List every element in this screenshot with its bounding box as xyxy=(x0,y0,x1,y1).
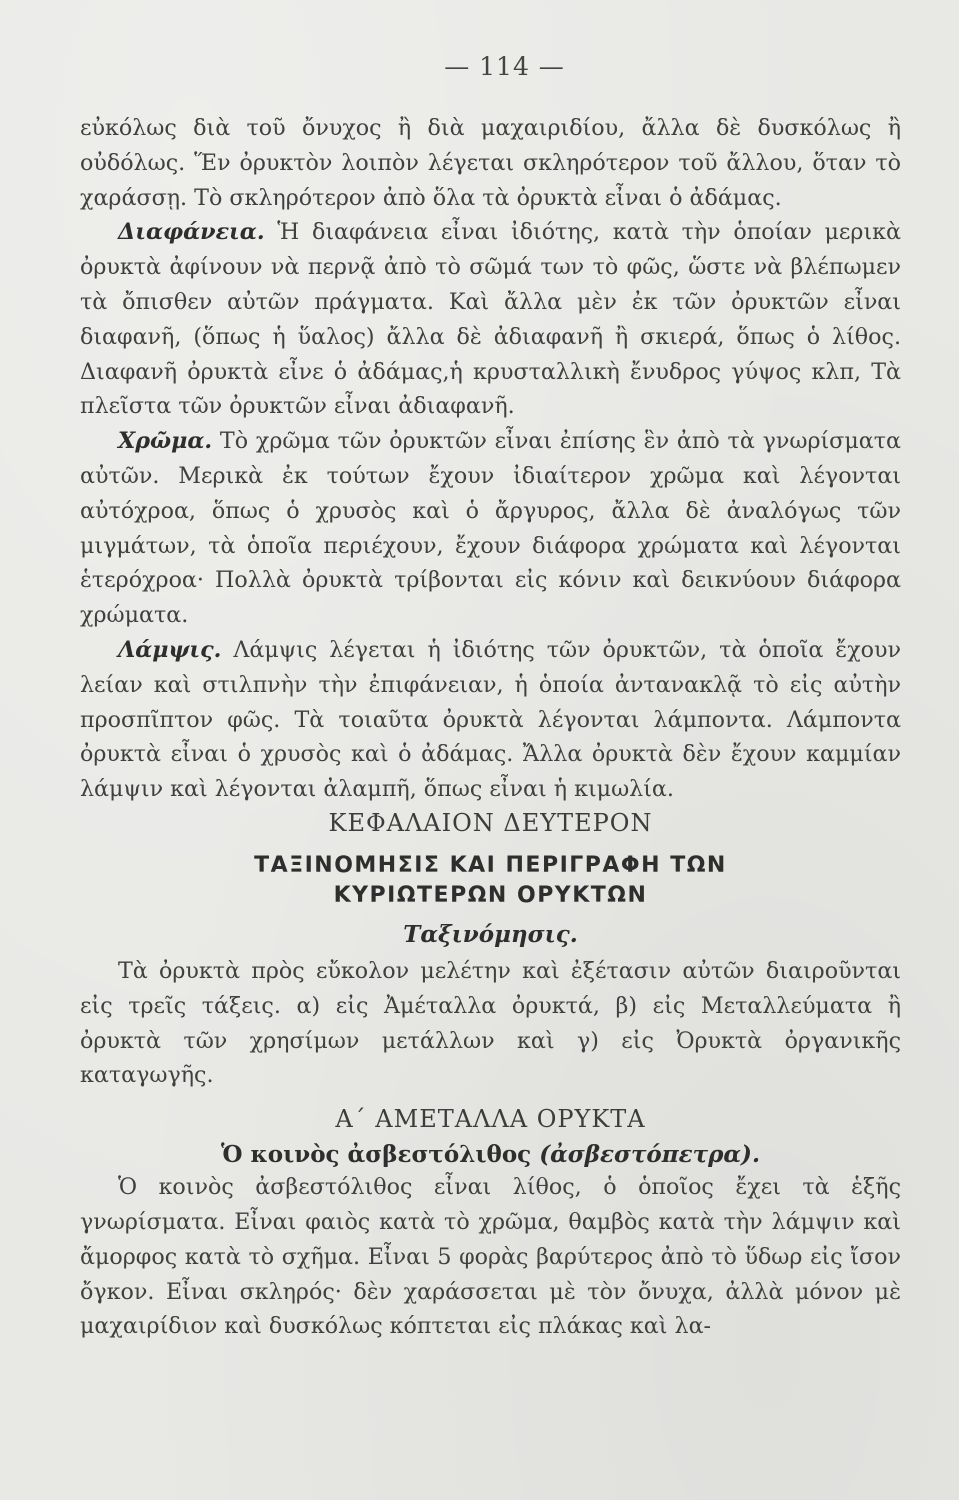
paragraph-luster xyxy=(80,633,901,807)
paragraph-text: Ὁ κοινὸς ἀσβεστόλιθος εἶναι λίθος, ὁ ὁποῖος ἔχει τὰ ἑξῆς γνωρίσματα. Εἶναι φαιὸς κατὰ τὸ χρῶμα, θαμβὸς κατὰ τὴν λάμψιν καὶ ἄμορφος κατὰ τὸ σχῆμα. Εἶναι 5 φορὰς βαρύτερος ἀπὸ τὸ ὕδωρ εἰς ἴσον ὄγκον. Εἶναι σκληρός· δὲν χαράσσεται μὲ τὸν ὄνυχα, ἀλλὰ μόνον μὲ μαχαιρίδιον καὶ δυσκόλως κόπτεται εἰς πλάκας καὶ λα- xyxy=(80,1174,901,1340)
chapter-title: ΚΕΦΑΛΑΙΟΝ ΔΕΥΤΕΡΟΝ xyxy=(328,808,653,837)
subsection-heading-paren: (ἀσβεστόπετρα). xyxy=(539,1141,760,1169)
subsection-heading-main: Ὁ κοινὸς ἀσβεστόλιθος xyxy=(221,1141,532,1169)
paragraph-hardness-continued xyxy=(80,111,901,215)
paragraph-text: Τὸ χρῶμα τῶν ὀρυκτῶν εἶναι ἐπίσης ἓν ἀπὸ τὰ γνωρίσματα αὐτῶν. Μερικὰ ἐκ τούτων ἔχουν ἰδιαίτερον χρῶμα καὶ λέγονται αὐτόχροα, ὅπως ὁ χρυσὸς καὶ ὁ ἄργυρος, ἄλλα δὲ ἀναλόγως τῶν μιγμάτων, τὰ ὁποῖα περιέχουν, ἔχουν διάφορα χρώματα καὶ λέγονται ἑτερόχροα· Πολλὰ ὀρυκτὰ τρίβονται εἰς κόνιν καὶ δεικνύουν διάφορα χρώματα. xyxy=(80,428,901,629)
paragraph-text: Τὰ ὀρυκτὰ πρὸς εὔκολον μελέτην καὶ ἐξέτασιν αὐτῶν διαιροῦνται εἰς τρεῖς τάξεις. α) εἰς Ἀμέταλλα ὀρυκτά, β) εἰς Μεταλλεύματα ἢ ὀρυκτὰ τῶν χρησίμων μετάλλων καὶ γ) εἰς Ὀρυκτὰ ὀργανικῆς καταγωγῆς. xyxy=(80,957,901,1089)
chapter-subtitle xyxy=(80,851,901,911)
section-heading-classification: Ταξινόμησις. xyxy=(403,920,578,948)
chapter-subtitle-line-1: ΤΑΞΙΝΟΜΗΣΙΣ ΚΑΙ ΠΕΡΙΓΡΑΦΗ ΤΩΝ xyxy=(254,852,727,878)
paragraph-text: Λάμψις λέγεται ἡ ἰδιότης τῶν ὀρυκτῶν, τὰ ὁποῖα ἔχουν λείαν καὶ στιλπνὴν τὴν ἐπιφάνειαν, ἡ ὁποία ἀντανακλᾷ τὸ εἰς αὐτὴν προσπῖπτον φῶς. Τὰ τοιαῦτα ὀρυκτὰ λέγονται λάμποντα. Λάμποντα ὀρυκτὰ εἶναι ὁ χρυσὸς καὶ ὁ ἀδάμας. Ἄλλα ὀρυκτὰ δὲν ἔχουν καμμίαν λάμψιν καὶ λέγονται ἀλαμπῆ, ὅπως εἶναι ἡ κιμωλία. xyxy=(80,636,901,803)
paragraph-lead-transparency: Διαφάνεια. xyxy=(118,219,265,246)
paragraph-lead-luster: Λάμψις. xyxy=(118,636,222,663)
paragraph-limestone xyxy=(80,1170,901,1344)
paragraph-text: Ἡ διαφάνεια εἶναι ἰδιότης, κατὰ τὴν ὁποίαν μερικὰ ὀρυκτὰ ἀφίνουν νὰ περνᾷ ἀπὸ τὸ σῶμά των τὸ φῶς, ὥστε νὰ βλέπωμεν τὰ ὄπισθεν αὐτῶν πράγματα. Καὶ ἄλλα μὲν ἐκ τῶν ὀρυκτῶν εἶναι διαφανῆ, (ὅπως ἡ ὕαλος) ἄλλα δὲ ἀδιαφανῆ ἢ σκιερά, ὅπως ὁ λίθος. Διαφανῆ ὀρυκτὰ εἶνε ὁ ἀδάμας,ἡ κρυσταλλικὴ ἔνυδρος γύψος κλπ, Τὰ πλεῖστα τῶν ὀρυκτῶν εἶναι ἀδιαφανῆ. xyxy=(80,219,901,420)
part-title: Α΄ ΑΜΕΤΑΛΛΑ ΟΡΥΚΤΑ xyxy=(335,1105,646,1134)
page-number: — 114 — xyxy=(444,52,565,81)
paragraph-text: εὐκόλως διὰ τοῦ ὄνυχος ἢ διὰ μαχαιριδίου, ἄλλα δὲ δυσκόλως ἢ οὐδόλως. Ἕν ὀρυκτὸν λοιπὸν λέγεται σκληρότερον τοῦ ἄλλου, ὅταν τὸ χαράσσῃ. Τὸ σκληρότερον ἀπὸ ὅλα τὰ ὀρυκτὰ εἶναι ὁ ἀδάμας. xyxy=(80,115,901,211)
paragraph-transparency xyxy=(80,215,901,424)
subsection-heading-limestone xyxy=(80,1141,901,1168)
paragraph-color xyxy=(80,424,901,633)
chapter-subtitle-line-2: ΚΥΡΙΩΤΕΡΩΝ ΟΡΥΚΤΩΝ xyxy=(333,882,648,908)
paragraph-classification xyxy=(80,954,901,1093)
paragraph-lead-color: Χρῶμα. xyxy=(118,428,213,455)
